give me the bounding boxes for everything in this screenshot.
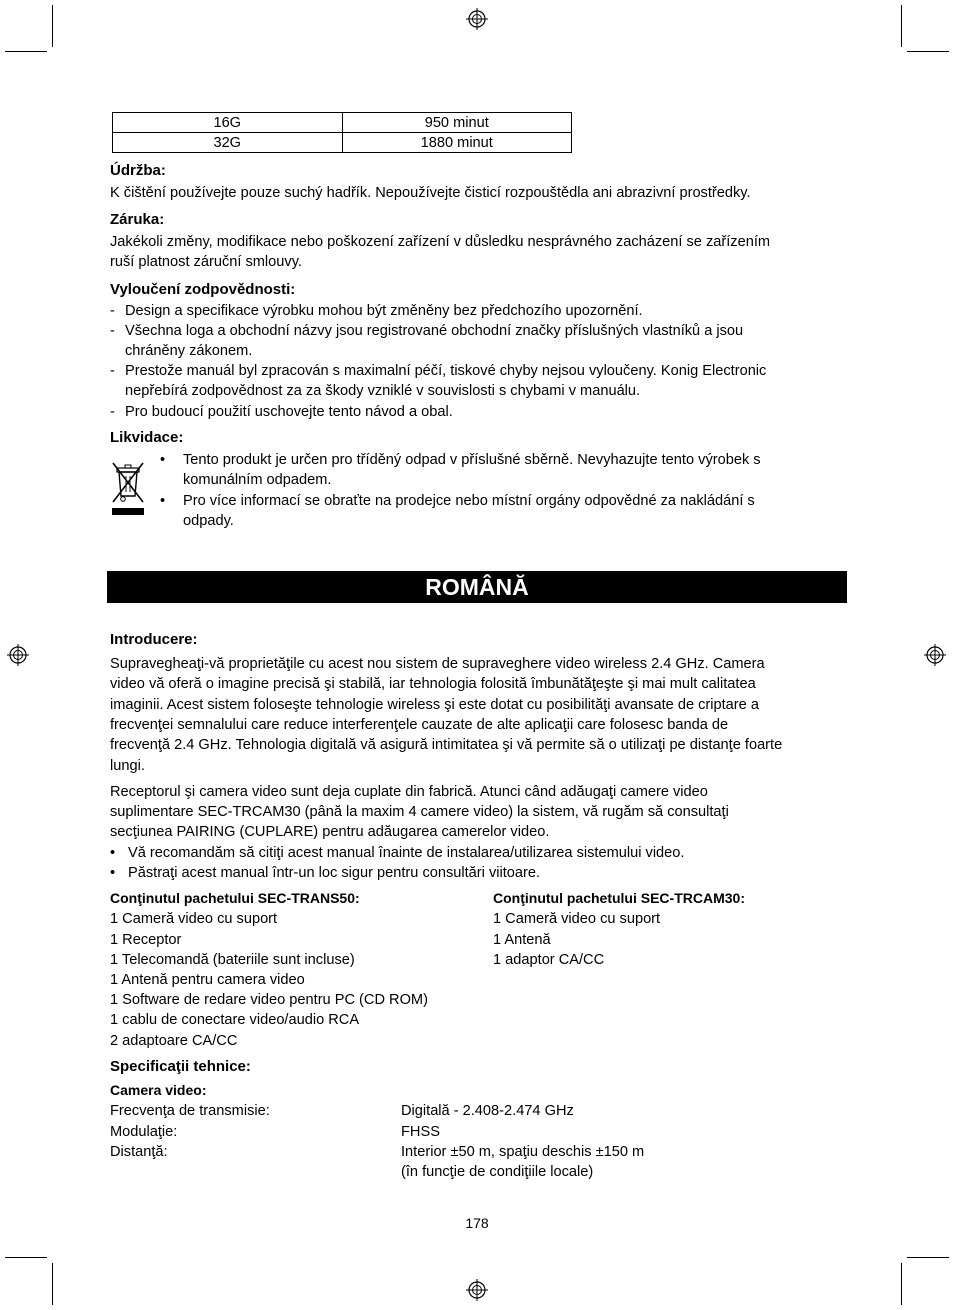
list-bullet: -: [110, 363, 115, 379]
table-row: [113, 133, 572, 153]
list-bullet: •: [110, 865, 116, 881]
list-item: Tento produkt je určen pro tříděný odpad v příslušné sběrně. Nevyhazujte tento výrobek s: [183, 452, 761, 468]
page-number: 178: [465, 1215, 489, 1231]
crop-mark: [5, 51, 47, 52]
list-item: 1 Cameră video cu suport: [110, 911, 278, 927]
list-item: 1 Cameră video cu suport: [493, 911, 661, 927]
disclaimer-heading: Vyloučení zodpovědnosti:: [110, 281, 296, 298]
list-item: 1 Software de redare video pentru PC (CD ROM): [110, 992, 428, 1008]
pairing-text-line: Receptorul şi camera video sunt deja cuplate din fabrică. Atunci când adăugaţi camere video: [110, 784, 708, 800]
list-item: 1 Telecomandă (bateriile sunt incluse): [110, 952, 355, 968]
spec-value: (în funcţie de condiţiile locale): [401, 1164, 594, 1180]
list-item: nepřebírá zodpovědnost za za škody vzniklé v souvislosti s chybami v manuálu.: [125, 383, 641, 399]
list-item: 1 cablu de conectare video/audio RCA: [110, 1012, 360, 1028]
maintenance-text: K čištění používejte pouze suchý hadřík. Nepoužívejte čisticí rozpouštědla ani abrazivní prostředky.: [110, 185, 751, 201]
specs-subheading: Camera video:: [110, 1082, 207, 1098]
table-row: [113, 113, 572, 133]
spec-value: FHSS: [401, 1124, 440, 1140]
intro-text-line: frecvenţă 2.4 GHz. Tehnologia digitală vă asigură intimitatea şi vă permite să o utilizaţi pe distanţe foarte: [110, 737, 783, 753]
language-banner: ROMÂNĂ: [107, 571, 847, 603]
list-item: Design a specifikace výrobku mohou být změněny bez předchozího upozornění.: [125, 303, 643, 319]
list-item: Păstraţi acest manual într-un loc sigur pentru consultări viitoare.: [128, 865, 541, 881]
list-item: odpady.: [183, 513, 234, 529]
table-cell: 950 minut: [342, 113, 572, 133]
registration-mark-icon: [924, 644, 946, 666]
crop-mark: [901, 5, 902, 47]
list-item: Vă recomandăm să citiţi acest manual înainte de instalarea/utilizarea sistemului video.: [128, 845, 685, 861]
disposal-heading: Likvidace:: [110, 429, 184, 446]
intro-text-line: frecvenţei semnalului care reduce interferenţele cauzate de alte aplicaţii care folosesc banda de: [110, 717, 729, 733]
spec-label: Frecvenţa de transmisie:: [110, 1103, 270, 1119]
crop-mark: [901, 1263, 902, 1305]
list-bullet: -: [110, 303, 115, 319]
intro-text-line: Supravegheaţi-vă proprietăţile cu acest nou sistem de supraveghere video wireless 2.4 GHz. Camera: [110, 656, 765, 672]
crop-mark: [5, 1257, 47, 1258]
spec-label: Modulaţie:: [110, 1124, 178, 1140]
crop-mark: [52, 5, 53, 47]
list-item: 1 Antenă: [493, 932, 551, 948]
list-bullet: •: [110, 845, 116, 861]
intro-text-line: imaginii. Acest sistem foloseşte tehnologie wireless şi este dotat cu posibilităţi avansate de criptare a: [110, 697, 759, 713]
table-cell: 16G: [113, 113, 343, 133]
registration-mark-icon: [7, 644, 29, 666]
crop-mark: [52, 1263, 53, 1305]
crossed-bin-icon: [108, 458, 148, 516]
recording-capacity-table: [112, 112, 572, 153]
list-item: 1 Antenă pentru camera video: [110, 972, 305, 988]
list-bullet: •: [160, 452, 166, 468]
spec-value: Digitală - 2.408-2.474 GHz: [401, 1103, 574, 1119]
list-bullet: -: [110, 323, 115, 339]
registration-mark-icon: [466, 1279, 488, 1301]
list-item: 1 adaptor CA/CC: [493, 952, 605, 968]
warranty-text-line: Jakékoli změny, modifikace nebo poškození zařízení v důsledku nesprávného zacházení se zařízením: [110, 234, 771, 250]
list-item: komunálním odpadem.: [183, 472, 332, 488]
registration-mark-icon: [466, 8, 488, 30]
list-item: chráněny zákonem.: [125, 343, 253, 359]
list-bullet: -: [110, 404, 115, 420]
intro-text-line: lungi.: [110, 758, 145, 774]
intro-heading: Introducere:: [110, 631, 198, 648]
spec-value: Interior ±50 m, spaţiu deschis ±150 m: [401, 1144, 645, 1160]
package-trans-heading: Conţinutul pachetului SEC-TRANS50:: [110, 890, 360, 906]
pairing-text-line: suplimentare SEC-TRCAM30 (până la maxim 4 camere video) la sistem, vă rugăm să consultaţi: [110, 804, 729, 820]
pairing-text-line: secţiunea PAIRING (CUPLARE) pentru adăugarea camerelor video.: [110, 824, 550, 840]
maintenance-heading: Údržba:: [110, 162, 166, 179]
crop-mark: [907, 1257, 949, 1258]
spec-label: Distanţă:: [110, 1144, 168, 1160]
crop-mark: [907, 51, 949, 52]
table-cell: 32G: [113, 133, 343, 153]
intro-text-line: video vă oferă o imagine precisă şi stabilă, iar tehnologia folosită îmbunătăţeşte şi mai mult calitatea: [110, 676, 756, 692]
warranty-heading: Záruka:: [110, 211, 165, 228]
list-item: Pro budoucí použití uschovejte tento návod a obal.: [125, 404, 453, 420]
table-cell: 1880 minut: [342, 133, 572, 153]
warranty-text-line: ruší platnost záruční smlouvy.: [110, 254, 302, 270]
list-item: 1 Receptor: [110, 932, 182, 948]
specs-heading: Specificaţii tehnice:: [110, 1058, 251, 1075]
list-item: 2 adaptoare CA/CC: [110, 1033, 238, 1049]
list-item: Prestože manuál byl zpracován s maximalní péčí, tiskové chyby nejsou vyloučeny. Konig Electronic: [125, 363, 767, 379]
list-item: Všechna loga a obchodní názvy jsou registrované obchodní značky příslušných vlastníků a jsou: [125, 323, 744, 339]
package-cam-heading: Conţinutul pachetului SEC-TRCAM30:: [493, 890, 745, 906]
list-bullet: •: [160, 493, 166, 509]
list-item: Pro více informací se obraťte na prodejce nebo místní orgány odpovědné za nakládání s: [183, 493, 755, 509]
